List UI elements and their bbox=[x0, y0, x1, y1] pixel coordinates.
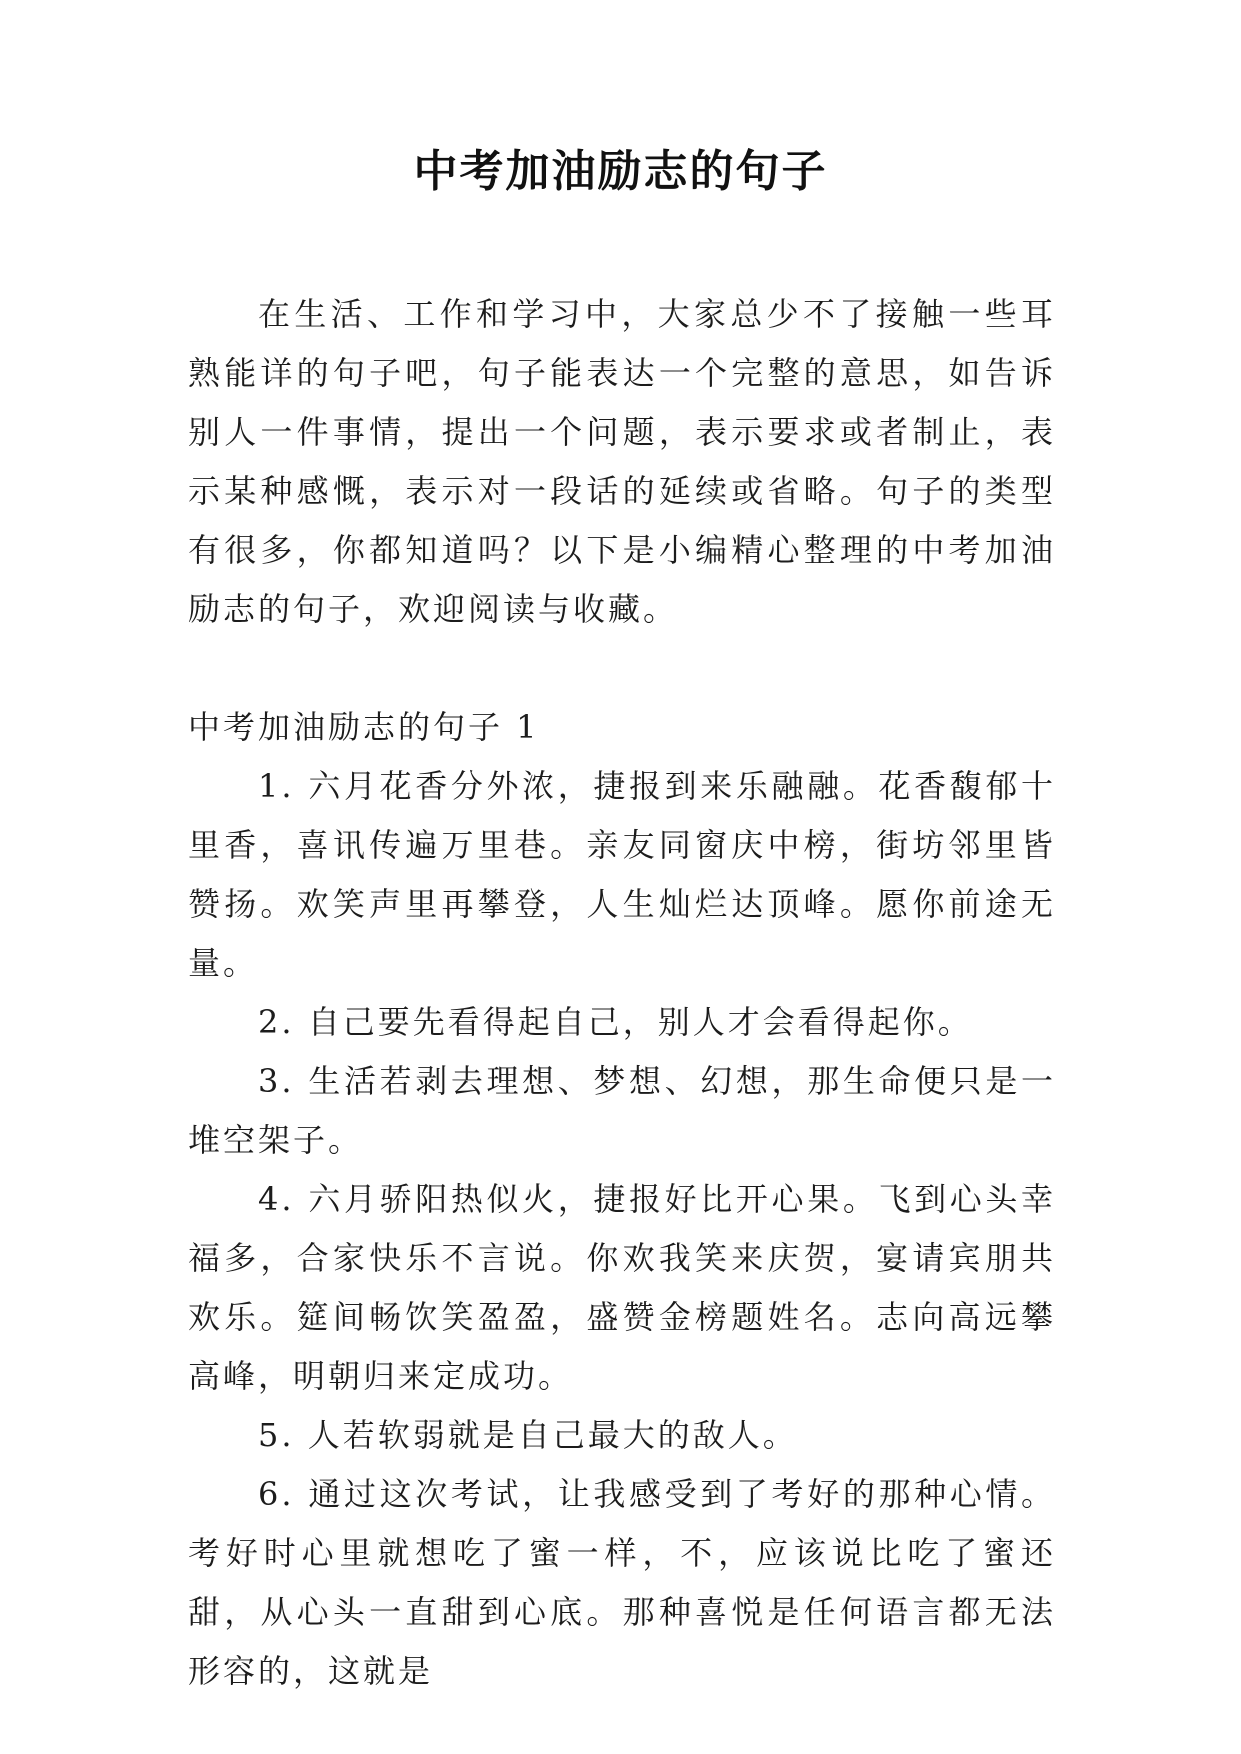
list-item: 3. 生活若剥去理想、梦想、幻想，那生命便只是一堆空架子。 bbox=[188, 1062, 1056, 1159]
list-item: 1. 六月花香分外浓，捷报到来乐融融。花香馥郁十里香，喜讯传遍万里巷。亲友同窗庆中榜，街坊邻里皆赞扬。欢笑声里再攀登，人生灿烂达顶峰。愿你前途无量。 bbox=[188, 767, 1056, 982]
intro-paragraph: 在生活、工作和学习中，大家总少不了接触一些耳熟能详的句子吧，句子能表达一个完整的意思，如告诉别人一件事情，提出一个问题，表示要求或者制止，表示某种感慨，表示对一段话的延续或省略。句子的类型有很多，你都知道吗？以下是小编精心整理的中考加油励志的句子，欢迎阅读与收藏。 bbox=[188, 295, 1056, 628]
document-body bbox=[188, 285, 1056, 1701]
section-spacer bbox=[188, 639, 1056, 698]
section-heading: 中考加油励志的句子 1 bbox=[188, 708, 540, 746]
document-title: 中考加油励志的句子 bbox=[413, 146, 828, 197]
list-item: 6. 通过这次考试，让我感受到了考好的那种心情。考好时心里就想吃了蜜一样，不，应该说比吃了蜜还甜，从心头一直甜到心底。那种喜悦是任何语言都无法形容的，这就是 bbox=[188, 1475, 1056, 1690]
list-item: 4. 六月骄阳热似火，捷报好比开心果。飞到心头幸福多，合家快乐不言说。你欢我笑来庆贺，宴请宾朋共欢乐。筵间畅饮笑盈盈，盛赞金榜题姓名。志向高远攀高峰，明朝归来定成功。 bbox=[188, 1180, 1056, 1395]
list-item: 2. 自己要先看得起自己，别人才会看得起你。 bbox=[258, 1003, 973, 1041]
list-item: 5. 人若软弱就是自己最大的敌人。 bbox=[258, 1416, 798, 1454]
